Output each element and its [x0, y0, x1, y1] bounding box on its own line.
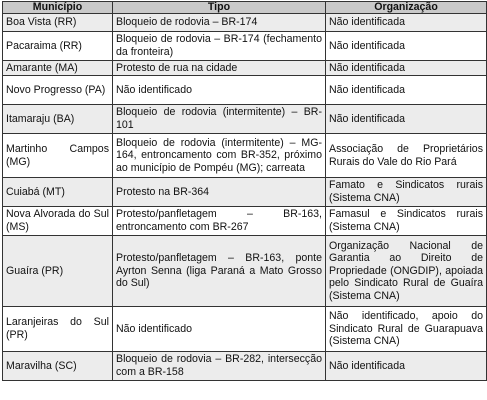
table-row	[3, 61, 487, 76]
cell-municipio: Nova Alvorada do Sul (MS)	[3, 207, 113, 236]
cell-tipo: Bloqueio de rodovia (intermitente) – MG-164, entroncamento com BR-352, próximo ao município de Pompéu (MG); carreata	[113, 134, 326, 178]
table-row	[3, 307, 487, 352]
cell-organizacao: Não identificada	[326, 105, 487, 134]
cell-organizacao: Não identificada	[326, 76, 487, 105]
cell-municipio: Laranjeiras do Sul (PR)	[3, 307, 113, 352]
cell-organizacao: Não identificado, apoio do Sindicato Rural de Guarapuava (Sistema CNA)	[326, 307, 487, 352]
cell-tipo: Bloqueio de rodovia (intermitente) – BR-101	[113, 105, 326, 134]
table-row	[3, 178, 487, 207]
cell-organizacao: Não identificada	[326, 61, 487, 76]
cell-organizacao: Não identificada	[326, 32, 487, 61]
cell-municipio: Itamaraju (BA)	[3, 105, 113, 134]
cell-tipo: Não identificado	[113, 307, 326, 352]
header-organizacao: Organização	[326, 2, 487, 14]
table-row	[3, 352, 487, 381]
table-row	[3, 32, 487, 61]
cell-municipio: Amarante (MA)	[3, 61, 113, 76]
cell-municipio: Cuiabá (MT)	[3, 178, 113, 207]
cell-tipo: Protesto/panfletagem – BR-163, ponte Ayrton Senna (liga Paraná a Mato Grosso do Sul)	[113, 236, 326, 307]
cell-organizacao: Organização Nacional de Garantia ao Direito de Propriedade (ONGDIP), apoiada pelo Sindicato Rural de Guaíra (Sistema CNA)	[326, 236, 487, 307]
cell-municipio: Guaíra (PR)	[3, 236, 113, 307]
header-tipo: Tipo	[113, 2, 326, 14]
header-municipio: Município	[3, 2, 113, 14]
cell-municipio: Maravilha (SC)	[3, 352, 113, 381]
cell-tipo: Bloqueio de rodovia – BR-174 (fechamento da fronteira)	[113, 32, 326, 61]
table-row	[3, 134, 487, 178]
cell-organizacao: Famato e Sindicatos rurais (Sistema CNA)	[326, 178, 487, 207]
cell-municipio: Novo Progresso (PA)	[3, 76, 113, 105]
cell-tipo: Bloqueio de rodovia – BR-282, intersecção com a BR-158	[113, 352, 326, 381]
table-row	[3, 236, 487, 307]
cell-tipo: Não identificado	[113, 76, 326, 105]
cell-municipio: Boa Vista (RR)	[3, 14, 113, 32]
cell-organizacao: Famasul e Sindicatos rurais (Sistema CNA)	[326, 207, 487, 236]
cell-municipio: Pacaraima (RR)	[3, 32, 113, 61]
cell-tipo: Protesto na BR-364	[113, 178, 326, 207]
table-row	[3, 14, 487, 32]
table-row	[3, 207, 487, 236]
table-header-row	[3, 2, 487, 14]
cell-organizacao: Associação de Proprietários Rurais do Vale do Rio Pará	[326, 134, 487, 178]
cell-organizacao: Não identificada	[326, 14, 487, 32]
cell-municipio: Martinho Campos (MG)	[3, 134, 113, 178]
table-row	[3, 105, 487, 134]
cell-organizacao: Não identificada	[326, 352, 487, 381]
cell-tipo: Protesto de rua na cidade	[113, 61, 326, 76]
table-row	[3, 76, 487, 105]
cell-tipo: Protesto/panfletagem – BR-163, entroncamento com BR-267	[113, 207, 326, 236]
protests-table	[2, 1, 487, 381]
cell-tipo: Bloqueio de rodovia – BR-174	[113, 14, 326, 32]
